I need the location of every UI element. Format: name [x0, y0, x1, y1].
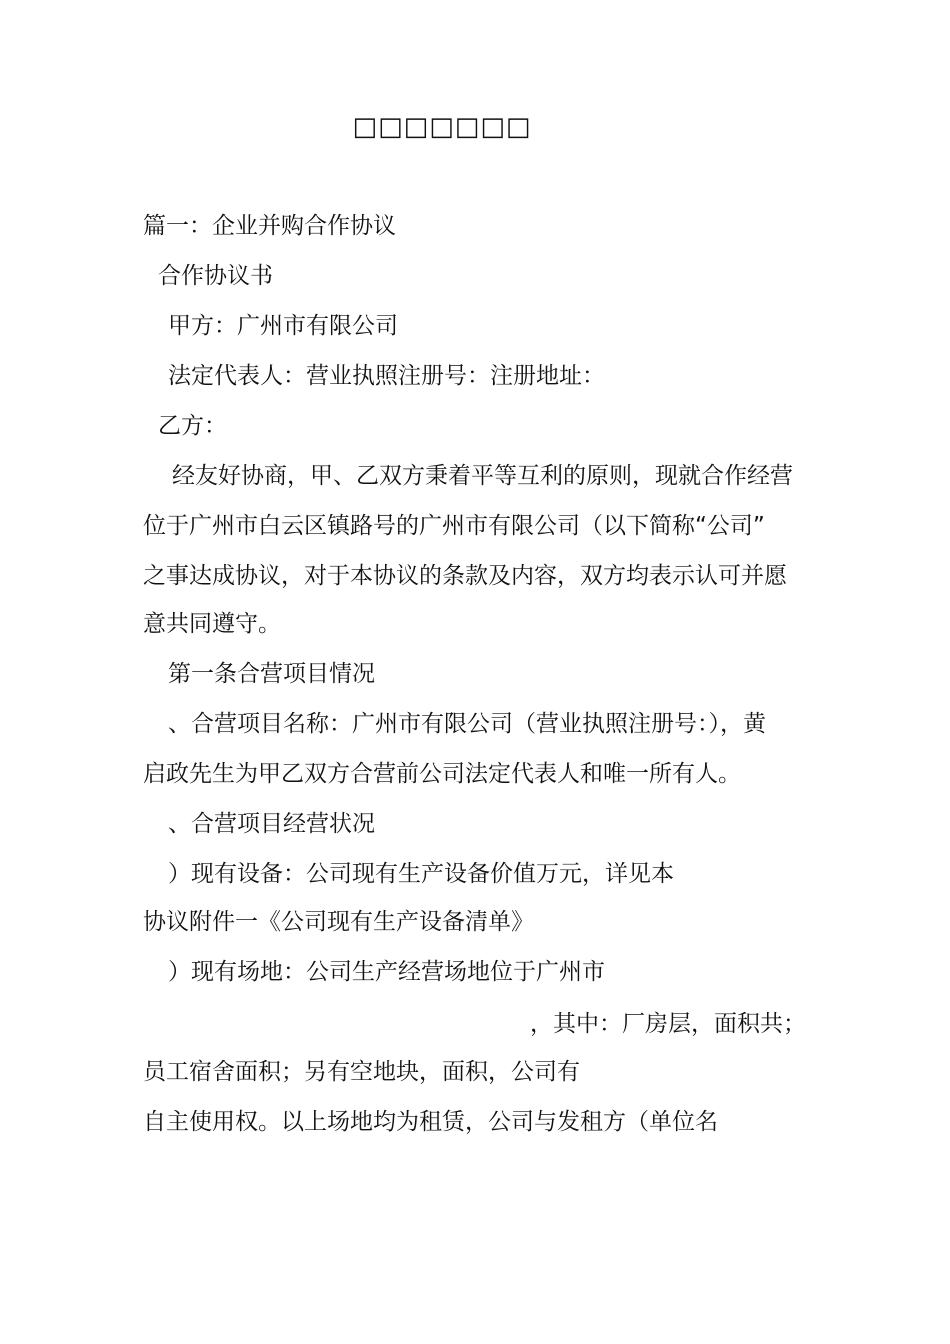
paragraph-line: ）现有场地：公司生产经营场地位于广州市	[168, 959, 605, 985]
paragraph-line: 之事达成协议，对于本协议的条款及内容，双方均表示认可并愿	[143, 563, 787, 589]
paragraph-line: 意共同遵守。	[143, 611, 281, 637]
party-a-line: 甲方：广州市有限公司	[168, 313, 398, 339]
document-title: □□□□□□□	[352, 112, 532, 142]
paragraph-line: 协议附件一《公司现有生产设备清单》	[143, 909, 534, 935]
paragraph-line: 员工宿舍面积；另有空地块，面积，公司有	[143, 1059, 580, 1085]
paragraph-line: 经友好协商，甲、乙双方秉着平等互利的原则，现就合作经营	[172, 463, 793, 489]
paragraph-line: 位于广州市白云区镇路号的广州市有限公司（以下简称“公司”	[143, 513, 765, 539]
agreement-title: 合作协议书	[158, 263, 273, 289]
section-heading: 篇一：企业并购合作协议	[143, 213, 396, 239]
paragraph-line: 启政先生为甲乙双方合营前公司法定代表人和唯一所有人。	[143, 761, 741, 787]
paragraph-line: 、合营项目名称：广州市有限公司（营业执照注册号：），黄	[168, 711, 766, 737]
subheading-line: 、合营项目经营状况	[168, 811, 375, 837]
paragraph-line: ，其中：厂房层，面积共；	[530, 1011, 806, 1037]
paragraph-line: 自主使用权。以上场地均为租赁，公司与发租方（单位名	[143, 1109, 718, 1135]
article-heading: 第一条合营项目情况	[168, 661, 375, 687]
party-b-line: 乙方：	[158, 413, 227, 439]
paragraph-line: ）现有设备：公司现有生产设备价值万元，详见本	[168, 861, 674, 887]
legal-representative-line: 法定代表人：营业执照注册号：注册地址：	[168, 363, 605, 389]
